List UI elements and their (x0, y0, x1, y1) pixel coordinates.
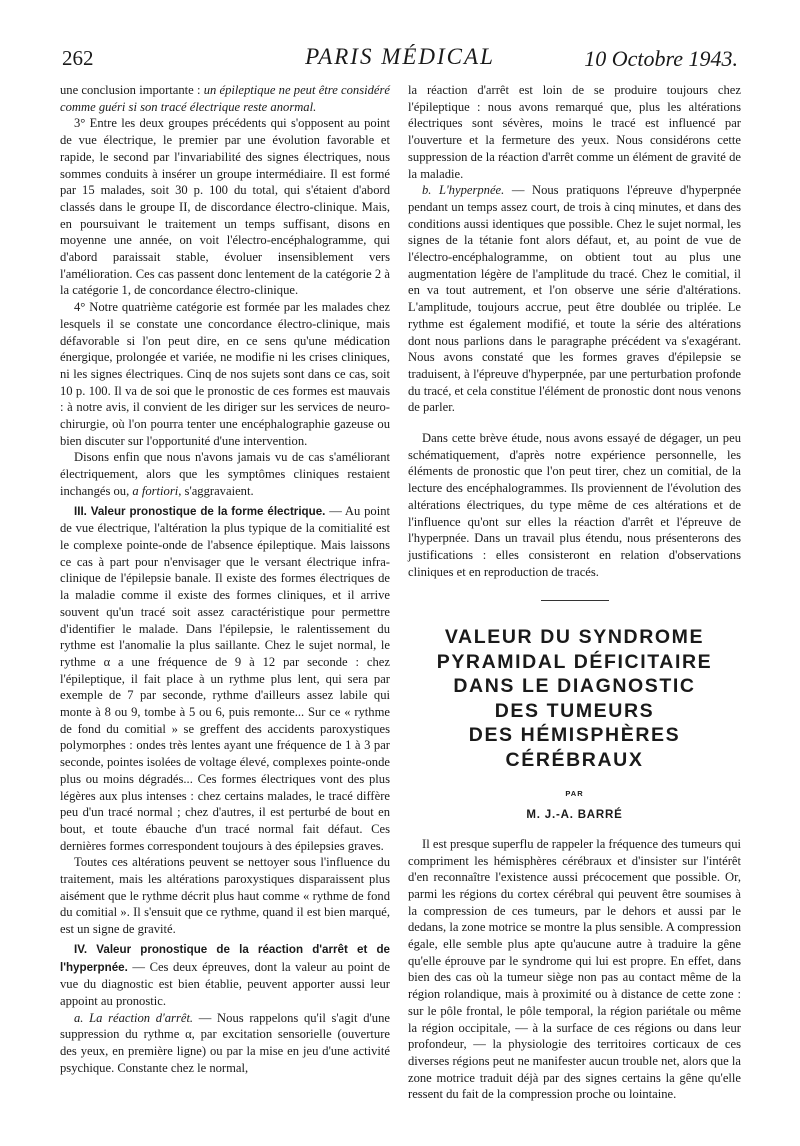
running-header (62, 42, 738, 76)
right-column (408, 82, 741, 1103)
paragraph: b. L'hyperpnée. — Nous pratiquons l'épreuve d'hyperpnée pendant un temps assez court, de trois à cinq minutes, et dans des conditions aussi identiques que possible. Chez le sujet normal, les signes de la tétanie font alors défaut, et, au point de vue de l'électro-encéphalogramme, on obtient tout au plus une augmentation légère de l'amplitude du tracé. Chez le comitial, il en va tout autrement, et l'on observe une série d'altérations. L'amplitude, toujours accrue, peut être doublée ou triplée. Le rythme est également modifié, et toute la série des altérations dont nous parlions dans le paragraphe précédent va s'exagérant. Nous avons constaté que les formes graves d'épilepsie se traduisent, à l'épreuve d'hyperpnée, par une perturbation profonde du tracé, et cela constitue l'élément de pronostic dont nous venons de parler. (408, 183, 742, 415)
author-name: M. J.-A. BARRÉ (526, 809, 623, 822)
paragraph: Il est presque superflu de rappeler la fréquence des tumeurs qui compriment les hémisphères cérébraux et d'insister sur l'intérêt d'en reconnaître l'existence aussi précocement que possible. Or, parmi les régions du cortex cérébral qui peuvent être soumises à la compression de ces tumeurs, par le dehors et aussi par le dedans, la zone motrice se montre la plus sensible. A compression égale, elle semble plus apte qu'aucune autre à traduire la gêne qu'elle éprouve par le syndrome qui lui est propre. En effet, dans bien des cas où la tumeur siège non pas au contact même de la région rolandique, mais à proximité ou à distance de cette zone : sur le pôle frontal, le pôle temporal, la région pariétale ou même la région occipitale, — à la surface de ces régions ou dans leur profondeur, — la physiologie des territoires corticaux de ces diverses régions peut ne manifester aucun trouble net, alors que la zone motrice traduit déjà par des signes certains la gêne qu'elle ressent du fait de la compression proche ou lointaine. (408, 836, 741, 1102)
paragraph: Toutes ces altérations peuvent se nettoyer sous l'influence du traitement, mais les altérations paroxystiques disparaissent plus aisément que le rythme décrit plus haut comme « rythme de fond du comitial ». Il s'ensuit que ce rythme, quand il est bien marqué, est un signe de gravité. (60, 855, 390, 937)
paragraph: 4° Notre quatrième catégorie est formée par les malades chez lesquels il se constate une concordance électro-clinique, mais défavorable si l'on peut dire, en ce sens qu'une médication énergique, prolongée et variée, ne modifie ni les crises cliniques, ni les signes électriques. Cinq de nos sujets sont dans ce cas, soit 10 p. 100. Il va de soi que le pronostic de ces formes est mauvais : à notre avis, il convient de les diriger sur les services de neuro-chirurgie, où l'on pourra tenter une encéphalographie gazeuse ou bien discuter sur l'opportunité d'une intervention. (60, 300, 390, 448)
paragraph: une conclusion importante : un épileptique ne peut être considéré comme guéri si son tracé électrique reste anormal. (60, 83, 390, 114)
section-heading: III. Valeur pronostique de la forme électrique. (74, 504, 326, 518)
left-column (60, 82, 390, 1076)
section-iii: III. Valeur pronostique de la forme électrique. — Au point de vue électrique, l'altération la plus typique de la comitialité est le complexe pointe-onde de l'absence épileptique. Mais laissons ce cas à part pour n'envisager que le versant électrique infra-clinique de l'épilepsie banale. Il existe des formes électriques de la maladie comme il existe des formes cliniques, et il arrive souvent qu'un tracé soit assez caractéristique pour permettre d'identifier le malade. Dans l'épilepsie, le ralentissement du rythme est l'anomalie la plus saillante. Chez le sujet normal, le rythme α a une fréquence de 9 à 12 par seconde : chez l'épileptique, il fait place à un rythme plus lent, qui sera par exemple de 7 par seconde, rythme d'ailleurs assez labile qui monte à 8 ou 9, tombe à 5 ou 6, puis remonte... Sur ce « rythme de fond du comitial » se greffent des accidents paroxystiques polymorphes : ondes très lentes ayant une fréquence de 1 à 3 par seconde, pointes isolées de voltage élevé, complexes pointe-onde plus ou moins dégradés... Ces formes électriques vont des plus légères aux plus intenses : chez certains malades, le tracé diffère peu d'un tracé normal ; chez d'autres, il est perturbé de bout en bout, et toute ébauche d'un tracé normal fait défaut. Ces dernières formes correspondent toujours à des épilepsies graves. (60, 503, 391, 853)
byline-par: PAR (565, 789, 584, 799)
article-body (408, 836, 741, 1103)
journal-title: PARIS MÉDICAL (305, 44, 495, 69)
separator-rule (541, 600, 609, 601)
article-title: VALEUR DU SYNDROME PYRAMIDAL DÉFICITAIRE DANS LE DIAGNOSTIC DES TUMEURS DES HÉMISPHÈRES CÉRÉBRAUX (436, 626, 713, 771)
section-heading: IV. Valeur pronostique de la réaction d'arrêt et de l'hyperpnée. (60, 942, 390, 974)
paragraph: Disons enfin que nous n'avons jamais vu de cas s'améliorant électriquement, alors que les symptômes cliniques restaient inchangés ou, a fortiori, s'aggravaient. (60, 450, 390, 498)
paragraph: 3° Entre les deux groupes précédents qui s'opposent au point de vue électrique, le premier par une évolution favorable et rapide, le second par l'invariabilité des signes électriques, nous sommes conduits à insérer un groupe intermédiaire. Il est formé par 15 malades, soit 30 p. 100 du total, qui s'étaient d'abord classés dans le groupe II, de discordance électro-clinique. Mais, en poursuivant le traitement un temps suffisant, disons en moyenne une année, on voit l'électro-encéphalogramme, qui d'abord paraissait stable, évoluer insensiblement vers l'amélioration. Ces cas passent donc lentement de la catégorie 2 à la catégorie 1, de concordance électro-clinique. (60, 116, 390, 298)
paragraph: la réaction d'arrêt est loin de se produire toujours chez l'épileptique : nous avons remarqué que, plus les altérations électriques sont sévères, moins le tracé est influencé par l'ouverture et la fermeture des yeux. Nous considérons cette suppression de la réaction d'arrêt comme un élément de gravité de la maladie. (408, 83, 741, 181)
page-number: 262 (62, 46, 94, 70)
issue-date: 10 Octobre 1943. (584, 46, 738, 71)
section-iv: IV. Valeur pronostique de la réaction d'arrêt et de l'hyperpnée. — Ces deux épreuves, dont la valeur au point de vue du diagnostic est bien établie, peuvent apporter aussi leur appoint au pronostic. (60, 942, 390, 1008)
paragraph: a. La réaction d'arrêt. — Nous rappelons qu'il s'agit d'une suppression du rythme α, par excitation sensorielle (ouverture des yeux, en première ligne) ou par la mise en jeu d'une activité psychique. Constante chez le normal, (60, 1010, 390, 1075)
paragraph: Dans cette brève étude, nous avons essayé de dégager, un peu schématiquement, d'après notre expérience personnelle, les éléments de pronostic que l'on peut tirer, chez un comitial, de la lecture des encéphalogrammes. Ils proviennent de l'évolution des altérations électriques, du type même de ces altérations et de l'influence qu'ont sur elles la réaction d'arrêt et l'épreuve de l'hyperpnée. Dans un travail plus étendu, nous présenterons des justifications : elles consisteront en relation d'observations cliniques et en reproduction de tracés. (408, 431, 741, 579)
